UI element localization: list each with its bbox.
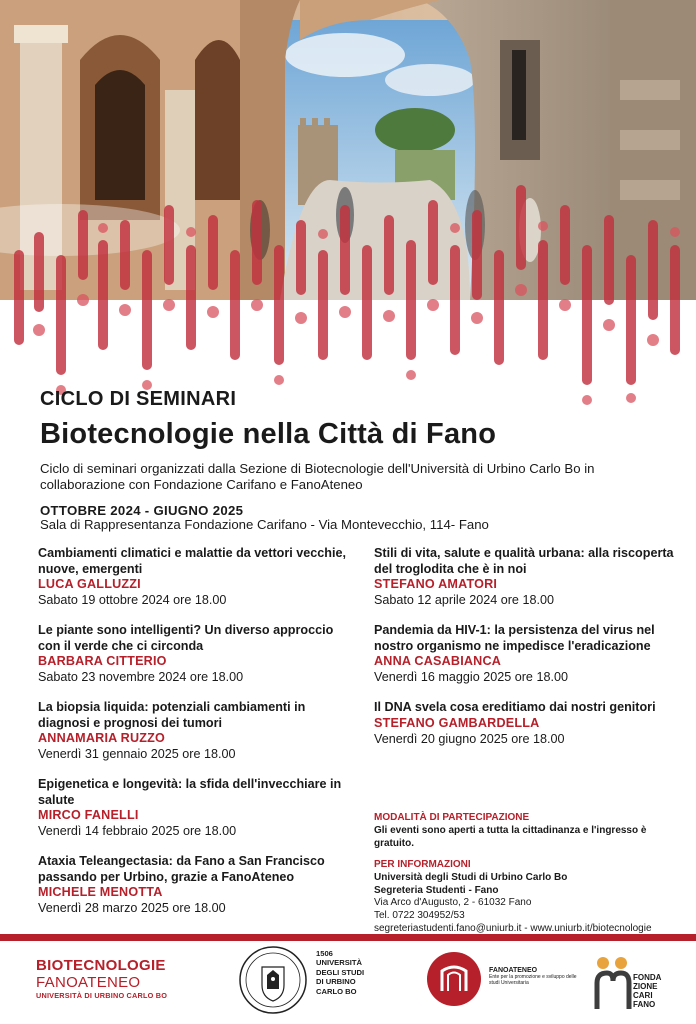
uniurb-line3: DI URBINO	[316, 977, 356, 987]
carifano-line2: ZIONE	[633, 982, 658, 991]
seminar-list-left	[38, 546, 348, 931]
seminar-item	[38, 700, 348, 762]
contacts-block	[374, 859, 684, 936]
seminar-list-right	[374, 546, 674, 762]
seminar-date: Venerdì 14 febbraio 2025 ore 18.00	[38, 824, 237, 838]
contacts-email-web[interactable]: segreteriastudenti.fano@uniurb.it - www.uniurb.it/biotecnologie	[374, 922, 652, 934]
contacts-address: Via Arco d'Augusto, 2 - 61032 Fano	[374, 897, 532, 909]
seminar-title: Pandemia da HIV-1: la persistenza del virus nel nostro organismo ne impedisce l'eradicazione	[374, 623, 655, 653]
seminar-date: Sabato 19 ottobre 2024 ore 18.00	[38, 593, 227, 607]
footer-logos	[0, 941, 696, 1024]
contacts-phone: Tel. 0722 304952/53	[374, 910, 465, 922]
uniurb-wordmark	[316, 949, 364, 996]
seminar-item	[374, 700, 674, 747]
page-title: Biotecnologie nella Città di Fano	[40, 418, 497, 450]
fanoateneo-tagline: Ente per la promozione e sviluppo delle studi Universitaria	[489, 974, 577, 986]
uniurb-year: 1506	[316, 949, 333, 958]
fondazione-carifano-logo-icon	[593, 949, 633, 1013]
seminar-item	[38, 777, 348, 839]
seminar-title: Stili di vita, salute e qualità urbana: alla riscoperta del troglodita che è in noi	[374, 546, 674, 576]
carifano-line4: FANO	[633, 1000, 656, 1009]
seminar-date: Venerdì 20 giugno 2025 ore 18.00	[374, 731, 565, 746]
seminar-date: Sabato 12 aprile 2024 ore 18.00	[374, 593, 554, 607]
seminar-speaker: ANNAMARIA RUZZO	[38, 731, 166, 745]
seminar-item	[374, 546, 674, 608]
uniurb-line4: CARLO BO	[316, 986, 357, 996]
seminar-title: La biopsia liquida: potenziali cambiamenti in diagnosi e prognosi dei tumori	[38, 700, 306, 730]
participation-text: Gli eventi sono aperti a tutta la cittadinanza e l'ingresso è gratuito.	[374, 825, 647, 849]
carifano-wordmark	[633, 973, 661, 1009]
university-seal-icon	[238, 945, 308, 1015]
seminar-date: Venerdì 28 marzo 2025 ore 18.00	[38, 901, 226, 915]
seminar-speaker: MICHELE MENOTTA	[38, 885, 163, 899]
biotecnologie-logo	[36, 957, 186, 1000]
seminar-speaker: LUCA GALLUZZI	[38, 577, 141, 591]
biotec-logo-line1: BIOTECNOLOGIE	[36, 957, 166, 974]
contacts-office: Segreteria Studenti - Fano	[374, 884, 499, 896]
period-heading: OTTOBRE 2024 - GIUGNO 2025	[40, 503, 244, 518]
seminar-date: Venerdì 31 gennaio 2025 ore 18.00	[38, 747, 236, 761]
seminar-item	[38, 546, 348, 608]
series-label: CICLO DI SEMINARI	[40, 388, 237, 410]
participation-block	[374, 811, 674, 850]
biotec-logo-line2: FANOATENEO	[36, 974, 141, 991]
venue-text: Sala di Rappresentanza Fondazione Carifano - Via Montevecchio, 114- Fano	[40, 517, 489, 532]
hero-photo-arch-street	[0, 0, 696, 420]
seminar-item	[374, 623, 674, 685]
seminar-speaker: STEFANO AMATORI	[374, 577, 498, 591]
contacts-university: Università degli Studi di Urbino Carlo Bo	[374, 871, 568, 883]
seminar-item	[38, 854, 348, 916]
seminar-speaker: MIRCO FANELLI	[38, 808, 139, 822]
fanoateneo-name: FANOATENEO	[489, 967, 538, 974]
biotec-logo-line3: UNIVERSITÀ DI URBINO CARLO BO	[36, 991, 168, 1000]
seminar-speaker: STEFANO GAMBARDELLA	[374, 715, 540, 730]
seminar-title: Cambiamenti climatici e malattie da vettori vecchie, nuove, emergenti	[38, 546, 346, 576]
seminar-title: Le piante sono intelligenti? Un diverso approccio con il verde che ci circonda	[38, 623, 334, 653]
seminar-speaker: ANNA CASABIANCA	[374, 654, 502, 668]
seminar-date: Sabato 23 novembre 2024 ore 18.00	[38, 670, 244, 684]
participation-heading: MODALITÀ DI PARTECIPAZIONE	[374, 812, 530, 823]
seminar-title: Ataxia Teleangectasia: da Fano a San Francisco passando per Urbino, grazie a FanoAteneo	[38, 854, 325, 884]
uniurb-line2: DEGLI STUDI	[316, 967, 365, 977]
seminar-date: Venerdì 16 maggio 2025 ore 18.00	[374, 670, 568, 684]
contacts-heading: PER INFORMAZIONI	[374, 859, 471, 870]
seminar-title: Il DNA svela cosa ereditiamo dai nostri genitori	[374, 700, 656, 714]
fanoateneo-logo-icon	[426, 951, 482, 1007]
intro-text: Ciclo di seminari organizzati dalla Sezione di Biotecnologie dell'Università di Urbino Carlo Bo in collaborazione con Fondazione Carifano e FanoAteneo	[40, 461, 595, 492]
fanoateneo-wordmark	[489, 967, 579, 986]
carifano-line1: FONDA	[633, 973, 662, 982]
uniurb-line1: UNIVERSITÀ	[316, 958, 362, 968]
seminar-speaker: BARBARA CITTERIO	[38, 654, 167, 668]
footer-divider	[0, 934, 696, 941]
carifano-line3: CARI	[633, 991, 653, 1000]
seminar-title: Epigenetica e longevità: la sfida dell'invecchiare in salute	[38, 777, 342, 807]
seminar-item	[38, 623, 348, 685]
